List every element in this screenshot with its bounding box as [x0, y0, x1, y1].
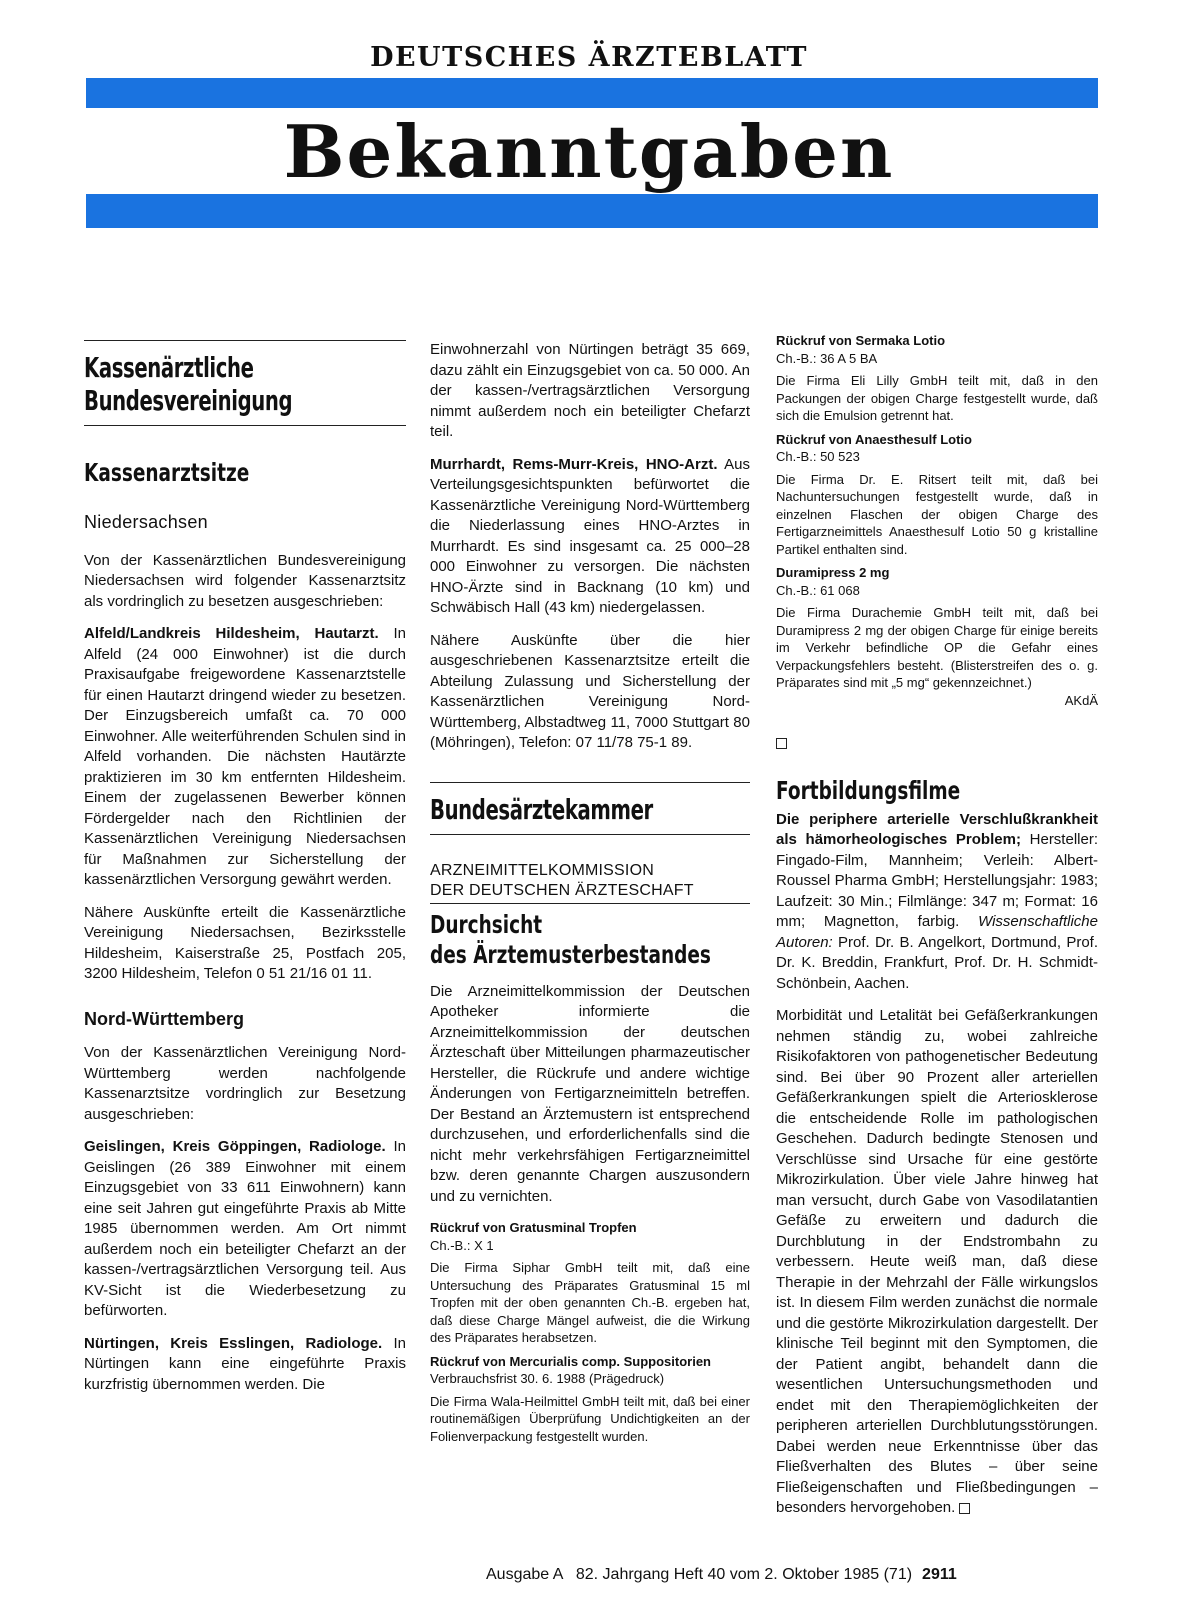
masthead [0, 0, 1178, 240]
recall-batch: Ch.-B.: 36 A 5 BA [776, 350, 878, 366]
paragraph [84, 624, 406, 891]
article-heading-line: des Ärztemusterbestandes [430, 939, 711, 969]
journal-name: DEUTSCHES ÄRZTEBLATT [370, 42, 808, 73]
lead-text: Die periphere arterielle Verschlußkrankheit als hämorheologisches Problem; [776, 810, 1098, 848]
lead-text: Geislingen, Kreis Göppingen, Radiologe. [84, 1138, 386, 1155]
lead-text: Alfeld/Landkreis Hildesheim, Hautarzt. [84, 625, 379, 642]
article-heading [430, 910, 750, 970]
recall-title: Rückruf von Gratusminal Tropfen [430, 1220, 637, 1235]
end-mark-icon [959, 1503, 970, 1514]
paragraph [84, 1137, 406, 1322]
recall-text: Die Firma Eli Lilly GmbH teilt mit, daß in den Packungen der obigen Charge festgestellt wurde, daß sich die Emulsion getrennt hat. [776, 373, 1098, 423]
body-text: In Nürtingen kann eine eingeführte Praxis kurzfristig übernommen werden. Die [84, 1334, 406, 1393]
column-3 [776, 333, 1098, 1531]
signature: AKdÄ [1064, 692, 1098, 708]
paragraph: Einwohnerzahl von Nürtingen beträgt 35 669, dazu zählt ein Einzugsgebiet von ca. 50 000. An der kassen-/vertragsärztlichen Versorgung nimmt außerdem noch ein beteiligter Chefarzt teil. [430, 341, 750, 440]
kicker: DER DEUTSCHEN ÄRZTESCHAFT [430, 881, 750, 904]
org-title-line: Bundesvereinigung [84, 384, 293, 417]
recall-text: Die Firma Siphar GmbH teilt mit, daß eine Untersuchung des Präparates Gratusminal 15 ml Tropfen mit der oben genannten Ch.-B. ergeben hat, daß diese Charge Mängel aufweist, die die Wirkung des Präparates herabsetzen. [430, 1260, 750, 1345]
body-text: In Geislingen (26 389 Einwohner mit einem Einzugsgebiet von 33 611 Einwohnern) kann eine seit Jahren gut eingeführte Praxis ab Mitte 1985 übernommen werden. Am Ort nimmt außerdem noch ein beteiligter Chefarzt an der kassen-/vertragsärztlichen Versorgung teil. Aus KV-Sicht ist die Wiederbesetzung zu befürworten. [84, 1138, 406, 1319]
recall-text-body: Die Firma Durachemie GmbH teilt mit, daß bei Duramipress 2 mg der obigen Charge für einige bereits im Verkehr befindliche OP die Gefahr eines Verpackungsfehlers besteht. (Blisterstreifen des o. g. Präparates sind mit „5 mg“ gekennzeichnet.) [776, 605, 1098, 690]
body-text: Aus Verteilungsgesichtspunkten befürwortet die Kassenärztliche Vereinigung Nord-Württemberg die Niederlassung eines HNO-Arztes in Murrhardt. Es sind insgesamt ca. 25 000–28 000 Einwohner zu versorgen. Die nächsten HNO-Ärzte sind in Backnang (10 km) und Schwäbisch Hall (43 km) niedergelassen. [430, 455, 750, 616]
recall-batch: Verbrauchsfrist 30. 6. 1988 (Prägedruck) [430, 1371, 665, 1386]
paragraph [430, 455, 750, 619]
paragraph [776, 810, 1098, 995]
recall-title: Rückruf von Mercurialis comp. Suppositorien [430, 1353, 711, 1369]
end-mark-icon [776, 738, 787, 749]
end-box [776, 733, 1098, 754]
blue-band-top [86, 78, 1098, 108]
kicker: ARZNEIMITTELKOMMISSION [430, 861, 654, 879]
blue-band-bottom [86, 194, 1098, 228]
paragraph: Von der Kassenärztlichen Vereinigung Nord-Württemberg werden nachfolgende Kassenarztsitze vordringlich zur Besetzung ausgeschrieben: [84, 1044, 406, 1123]
body-text: Prof. Dr. B. Angelkort, Dortmund, Prof. Dr. K. Breddin, Frankfurt, Prof. Dr. H. Schmidt-Schönbein, Aachen. [776, 933, 1098, 992]
recall-text: Die Firma Dr. E. Ritsert teilt mit, daß bei Nachuntersuchungen festgestellt wurde, daß in einzelnen Flaschen der obigen Charge des Fertigarzneimittels Anaesthesulf Lotio 50 g kristalline Partikel enthalten sind. [776, 471, 1098, 557]
recall-notices [430, 1219, 750, 1445]
heading-kassenarztsitze: Kassenarztsitze [84, 458, 250, 487]
column-2 [430, 340, 750, 1451]
paragraph [84, 1334, 406, 1396]
article-heading-line: Durchsicht [430, 909, 543, 939]
org-title-line: Kassenärztliche [84, 351, 254, 384]
org-title-bundesaerztekammer: Bundesärztekammer [430, 792, 653, 826]
paragraph: Von der Kassenärztlichen Bundesvereinigung Niedersachsen wird folgender Kassenarztsitz als vordringlich zu besetzen ausgeschrieben: [84, 551, 406, 610]
section-title: Bekanntgaben [283, 109, 895, 194]
column-1 [84, 340, 406, 1407]
recall-title: Rückruf von Sermaka Lotio [776, 333, 946, 348]
paragraph [776, 1006, 1098, 1519]
paragraph: Die Arzneimittelkommission der Deutschen Apotheker informierte die Arzneimittelkommission der deutschen Ärzteschaft über Mitteilungen pharmazeutischer Hersteller, die Rückrufe und andere wichtige Änderungen von Fertigarzneimitteln betreffen. Der Bestand an Ärztemustern ist entsprechend durchzusehen, und erforderlichenfalls sind die nicht mehr verkehrsfähigen Fertigarzneimittel bzw. deren genannte Chargen auszusondern und zu vernichten. [430, 982, 750, 1205]
recall-text [776, 604, 1098, 692]
rule [430, 834, 750, 835]
recall-text: Die Firma Wala-Heilmittel GmbH teilt mit, daß bei einer routinemäßigen Überprüfung Undichtigkeiten an der Folienverpackung festgestellt wurden. [430, 1393, 750, 1444]
body-text: In Alfeld (24 000 Einwohner) ist die durch Praxisaufgabe freigewordene Kassenarztstelle für einen Hautarzt dringend wieder zu besetzen. Der Einzugsbereich umfaßt ca. 70 000 Einwohner. Alle weiterführenden Schulen sind in Alfeld vorhanden. Die nächsten Hautärzte praktizieren im 30 km entfernten Hildesheim. Einem der zugelassenen Bewerber können Fördergelder nach den Richtlinien der Kassenärztlichen Vereinigung Niedersachsen für Maßnahmen zur Sicherstellung der kassenärztlichen Versorgung gewährt werden. [84, 625, 406, 888]
rule [84, 425, 406, 426]
page-number: 2911 [922, 1566, 957, 1583]
body-text: Morbidität und Letalität bei Gefäßerkrankungen nehmen ständig zu, wobei zahlreiche Risikofaktoren von pathogenetischer Bedeutung sind. Bei über 90 Prozent aller arteriellen Gefäßerkrankungen spielt die Arteriosklerose die entscheidende Rolle im pathologischen Geschehen. Dadurch bedingte Stenosen und Verschlüsse sind Ursache für eine gestörte Mikrozirkulation. Über viele Jahre hinweg hat man versucht, durch Gabe von Vasodilatantien Gefäße zu erweitern und dadurch die Durchblutung in der Endstrombahn zu verbessern. Heute weiß man, daß diese Therapie in der Mehrzahl der Fälle wirkungslos ist. In diesem Film werden zunächst die normale und die gestörte Mikrozirkulation dargestellt. Der klinische Teil beginnt mit den Symptomen, die der Patient angibt, behandelt dann die wesentlichen Untersuchungsmethoden und endet mit den Therapiemöglichkeiten der peripheren arteriellen Durchblutungsstörungen. Dabei werden neue Erkenntnisse über das Fließverhalten des Blutes – über seine Fließeigenschaften und Fließbedingungen – besonders hervorgehoben. [776, 1007, 1098, 1516]
heading-fortbildungsfilme: Fortbildungsfilme [776, 775, 961, 805]
issue-info: Ausgabe A 82. Jahrgang Heft 40 vom 2. Oktober 1985 (71) [486, 1566, 913, 1583]
italic-text: Wissenschaftliche Autoren: [776, 913, 1098, 951]
recall-title: Duramipress 2 mg [776, 565, 890, 580]
recall-batch: Ch.-B.: X 1 [430, 1237, 494, 1253]
body-text: Hersteller: Fingado-Film, Mannheim; Verleih: Albert-Roussel Pharma GmbH; Herstellungsjahr: 1983; Laufzeit: 30 Min.; Filmlänge: 347 m; Format: 16 mm; Magnetton, farbig. [776, 831, 1098, 930]
paragraph: Nähere Auskünfte über die hier ausgeschriebenen Kassenarztsitze erteilt die Abteilung Zulassung und Sicherstellung der Kassenärztlichen Vereinigung Nord-Württemberg, Albstadtweg 11, 7000 Stuttgart 80 (Möhringen), Telefon: 07 11/78 75-1 89. [430, 631, 750, 751]
recall-batch: Ch.-B.: 50 523 [776, 449, 860, 464]
subheading-nord-wuerttemberg: Nord-Württemberg [84, 1008, 244, 1029]
org-title [84, 341, 406, 425]
footer [486, 1566, 1086, 1584]
paragraph: Nähere Auskünfte erteilt die Kassenärztliche Vereinigung Niedersachsen, Bezirksstelle Hildesheim, Kaiserstraße 25, Postfach 205, 3200 Hildesheim, Telefon 0 51 21/16 01 11. [84, 903, 406, 982]
recall-batch: Ch.-B.: 61 068 [776, 582, 860, 598]
subheading-niedersachsen: Niedersachsen [84, 512, 208, 532]
lead-text: Nürtingen, Kreis Esslingen, Radiologe. [84, 1334, 383, 1352]
lead-text: Murrhardt, Rems-Murr-Kreis, HNO-Arzt. [430, 455, 718, 473]
recall-notices [776, 332, 1098, 709]
recall-title: Rückruf von Anaesthesulf Lotio [776, 431, 972, 447]
